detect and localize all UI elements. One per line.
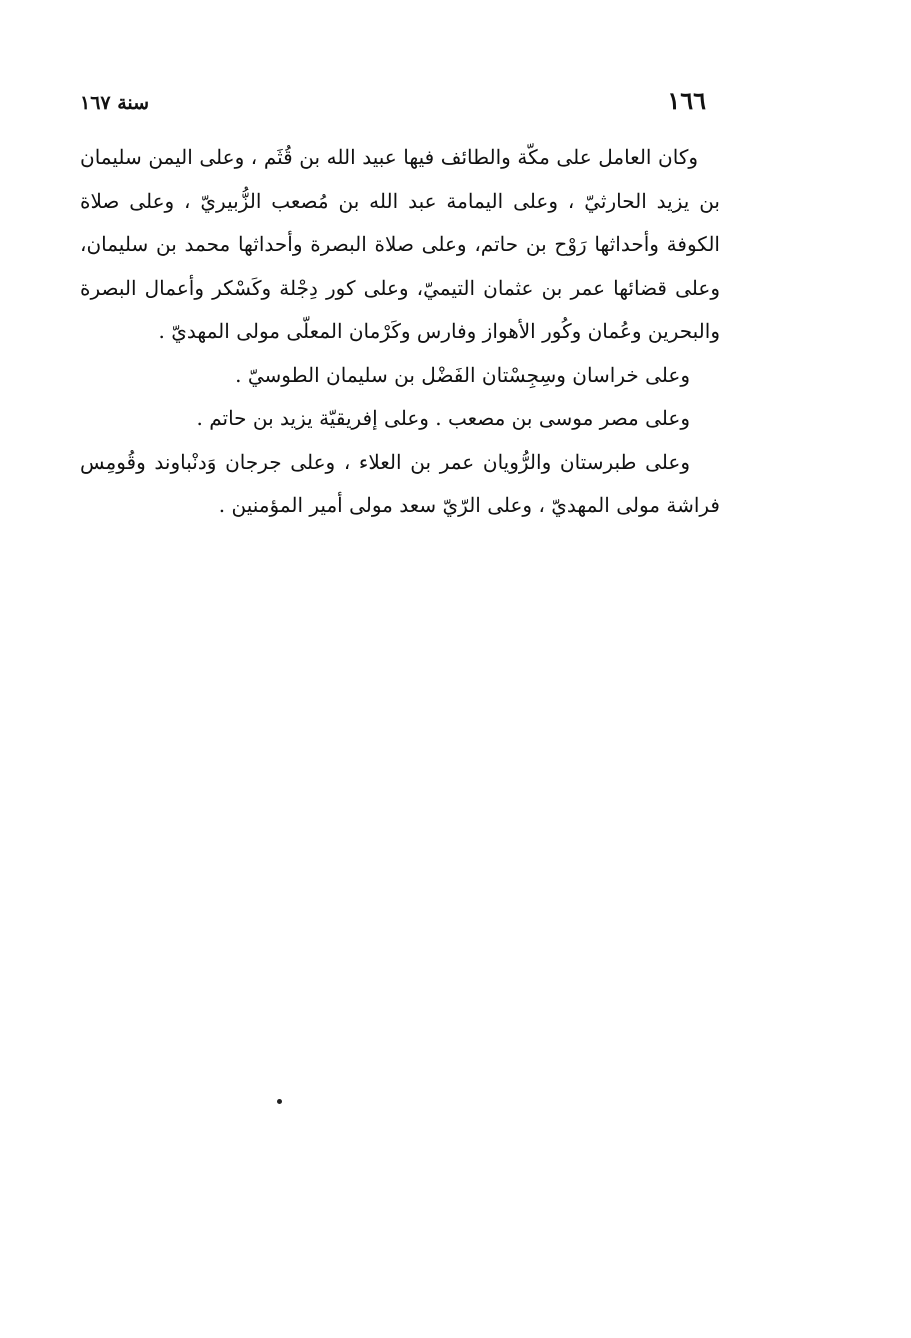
paragraph: وعلى مصر موسى بن مصعب . وعلى إفريقيّة يزيد بن حاتم .: [196, 406, 690, 430]
paragraph: وعلى خراسان وسِجِسْتان الفَضْل بن سليمان الطوسيّ .: [235, 362, 690, 387]
paragraph: وعلى طبرستان والرُّويان عمر بن العلاء ، وعلى جرجان وَدنْباوند وقُومِس فراشة مولى المهديّ ، وعلى الرّيّ سعد مولى أمير المؤمنين .: [80, 449, 720, 517]
page-number: ١٦٦: [667, 86, 706, 115]
paragraph: وكان العامل على مكّة والطائف فيها عبيد الله بن قُثَم ، وعلى اليمن سليمان بن يزيد الحارثيّ ، وعلى اليمامة عبد الله بن مُصعب الزُّبيريّ ، وعلى صلاة الكوفة وأحداثها رَوْح بن حاتم، وعلى صلاة البصرة وأحداثها محمد بن سليمان، وعلى قضائها عمر بن عثمان التيميّ، وعلى كور دِجْلة وكَسْكر وأعمال البصرة والبحرين وعُمان وكُور الأهواز وفارس وكَرْمان المعلّى مولى المهديّ .: [80, 145, 720, 343]
body-text: [80, 136, 720, 528]
ink-dot: [277, 1099, 282, 1104]
page-header: [80, 86, 720, 122]
running-head: سنة ١٦٧: [80, 92, 150, 114]
